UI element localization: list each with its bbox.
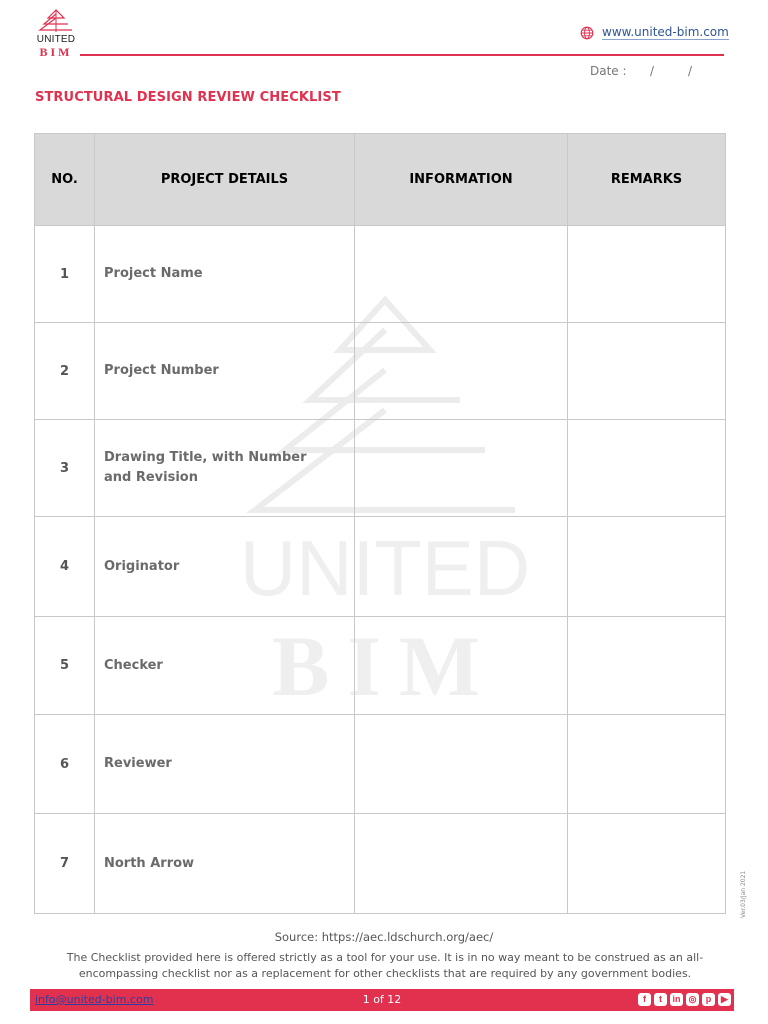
table-row — [35, 420, 726, 517]
footer-email-link[interactable]: info@united-bim.com — [35, 993, 154, 1006]
row-detail: North Arrow — [95, 814, 355, 914]
information-cell[interactable] — [355, 323, 568, 420]
twitter-icon[interactable]: t — [654, 993, 667, 1006]
row-detail: Checker — [95, 617, 355, 715]
table-row — [35, 323, 726, 420]
logo-text-bim: BIM — [39, 45, 73, 59]
version-label: Ver.03/Jan 2021 — [740, 870, 747, 918]
document-title: STRUCTURAL DESIGN REVIEW CHECKLIST — [35, 90, 341, 105]
disclaimer-text: The Checklist provided here is offered strictly as a tool for your use. It is in no way meant to be construed as an all-encompassing checklist nor as a replacement for other checklists that are required by any government bodies. — [66, 951, 704, 980]
table-row — [35, 715, 726, 814]
website-link[interactable]: www.united-bim.com — [602, 25, 729, 39]
row-detail: Project Name — [95, 226, 355, 323]
information-cell[interactable] — [355, 226, 568, 323]
remarks-cell[interactable] — [568, 226, 726, 323]
column-header-project-details: PROJECT DETAILS — [95, 134, 355, 226]
header-divider — [80, 54, 724, 56]
row-detail: Project Number — [95, 323, 355, 420]
watermark-text-bim: BIM — [272, 618, 498, 714]
date-label: Date : — [590, 64, 627, 78]
information-cell[interactable] — [355, 814, 568, 914]
remarks-cell[interactable] — [568, 617, 726, 715]
website-link-group[interactable] — [580, 26, 729, 40]
table-header-row — [35, 134, 726, 226]
information-cell[interactable] — [355, 420, 568, 517]
linkedin-icon[interactable]: in — [670, 993, 683, 1006]
remarks-cell[interactable] — [568, 715, 726, 814]
column-header-no: NO. — [35, 134, 95, 226]
row-detail: Reviewer — [95, 715, 355, 814]
youtube-icon[interactable]: ▶ — [718, 993, 731, 1006]
footer-bar — [30, 989, 734, 1011]
remarks-cell[interactable] — [568, 420, 726, 517]
information-cell[interactable] — [355, 517, 568, 617]
checklist-table — [34, 133, 726, 914]
company-logo — [30, 8, 82, 60]
remarks-cell[interactable] — [568, 517, 726, 617]
row-number: 7 — [35, 814, 95, 914]
row-detail: Drawing Title, with Number and Revision — [95, 420, 355, 517]
table-row — [35, 226, 726, 323]
table-row — [35, 517, 726, 617]
information-cell[interactable] — [355, 617, 568, 715]
logo-text-united: UNITED — [36, 34, 76, 45]
table-row — [35, 617, 726, 715]
remarks-cell[interactable] — [568, 814, 726, 914]
facebook-icon[interactable]: f — [638, 993, 651, 1006]
row-detail: Originator — [95, 517, 355, 617]
column-header-information: INFORMATION — [355, 134, 568, 226]
date-separator: / — [650, 64, 655, 78]
source-note: Source: https://aec.ldschurch.org/aec/ — [274, 930, 494, 944]
column-header-remarks: REMARKS — [568, 134, 726, 226]
instagram-icon[interactable]: ◎ — [686, 993, 699, 1006]
globe-icon — [580, 26, 594, 40]
row-number: 5 — [35, 617, 95, 715]
watermark-text-united: UNITED — [239, 524, 531, 612]
table-row — [35, 814, 726, 914]
row-number: 4 — [35, 517, 95, 617]
row-number: 1 — [35, 226, 95, 323]
remarks-cell[interactable] — [568, 323, 726, 420]
date-separator: / — [688, 64, 693, 78]
pinterest-icon[interactable]: p — [702, 993, 715, 1006]
logo-tree-icon — [30, 8, 82, 36]
row-number: 2 — [35, 323, 95, 420]
page-number: 1 of 12 — [362, 993, 402, 1006]
information-cell[interactable] — [355, 715, 568, 814]
social-icons — [638, 993, 731, 1006]
date-field — [590, 64, 693, 78]
row-number: 6 — [35, 715, 95, 814]
row-number: 3 — [35, 420, 95, 517]
